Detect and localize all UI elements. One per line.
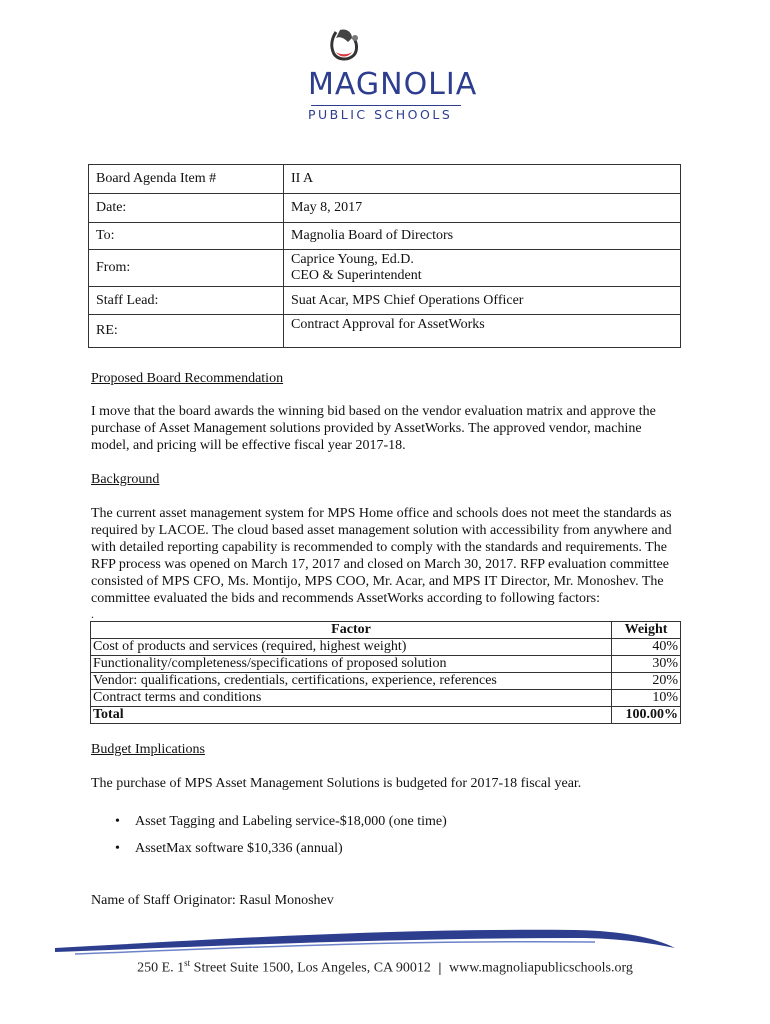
logo-subtitle: PUBLIC SCHOOLS <box>308 107 453 122</box>
website-link[interactable]: www.magnoliapublicschools.org <box>448 960 633 976</box>
date-label: Date: <box>89 194 284 223</box>
from-label: From: <box>89 250 284 287</box>
background-text: The current asset management system for MPS Home office and schools does not meet the standards as required by LACOE. The cloud based asset management solution with accessibility from anywhere and with detailed reporting capability is recommended to comply with the standards and requirements. The RFP process was opened on March 17, 2017 and closed on March 30, 2017. RFP evaluation committee consisted of MPS CFO, Ms. Montijo, MPS COO, Mr. Acar, and MPS IT Director, Mr. Monoshev. The committee evaluated the bids and recommends AssetWorks according to following factors: <box>91 506 672 606</box>
address-rest: Street Suite 1500, Los Angeles, CA 90012 <box>190 960 431 976</box>
weight-cell: 30% <box>612 656 681 673</box>
recommendation-text: I move that the board awards the winning bid based on the vendor evaluation matrix and approve the purchase of Asset Management solutions provided by AssetWorks. The approved vendor, machine model, and pricing will be effective fiscal year 2017-18. <box>91 404 656 453</box>
from-name: Caprice Young, Ed.D. <box>291 252 414 267</box>
table-row <box>89 223 681 250</box>
recommendation-heading: Proposed Board Recommendation <box>91 371 284 386</box>
factor-column-header: Factor <box>91 622 612 639</box>
footer-address <box>0 958 770 977</box>
budget-heading: Budget Implications <box>91 742 205 757</box>
weight-column-header: Weight <box>612 622 681 639</box>
table-row <box>91 673 681 690</box>
bullet-text: Asset Tagging and Labeling service-$18,000 (one time) <box>135 814 447 829</box>
total-label: Total <box>91 707 612 724</box>
staff-lead-value: Suat Acar, MPS Chief Operations Officer <box>284 287 681 315</box>
budget-text: The purchase of MPS Asset Management Solutions is budgeted for 2017-18 fiscal year. <box>91 776 582 791</box>
agenda-info-table <box>88 164 681 348</box>
bullet-icon: • <box>115 814 120 829</box>
weight-cell: 10% <box>612 690 681 707</box>
budget-list <box>91 813 447 867</box>
agenda-item-label: Board Agenda Item # <box>89 165 284 194</box>
logo-divider <box>311 105 461 106</box>
magnolia-flask-icon <box>322 28 364 72</box>
table-row <box>91 690 681 707</box>
evaluation-factors-table <box>90 621 681 724</box>
logo-name: MAGNOLIA <box>308 67 478 102</box>
school-logo <box>270 28 500 128</box>
from-title: CEO & Superintendent <box>291 268 422 283</box>
bullet-icon: • <box>115 841 120 856</box>
table-header-row <box>91 622 681 639</box>
table-row <box>91 656 681 673</box>
agenda-item-value: II A <box>284 165 681 194</box>
total-value: 100.00% <box>612 707 681 724</box>
date-value: May 8, 2017 <box>284 194 681 223</box>
factor-cell: Vendor: qualifications, credentials, certifications, experience, references <box>91 673 612 690</box>
table-row <box>89 165 681 194</box>
stray-mark: . <box>91 607 94 621</box>
list-item <box>91 840 447 867</box>
bullet-text: AssetMax software $10,336 (annual) <box>135 841 343 856</box>
total-row <box>91 707 681 724</box>
table-row <box>89 194 681 223</box>
table-row <box>89 250 681 287</box>
table-row <box>89 287 681 315</box>
address-start: 250 E. 1 <box>137 960 185 976</box>
re-value: Contract Approval for AssetWorks <box>284 315 681 348</box>
table-row <box>89 315 681 348</box>
factor-cell: Contract terms and conditions <box>91 690 612 707</box>
weight-cell: 20% <box>612 673 681 690</box>
table-row <box>91 639 681 656</box>
staff-originator: Name of Staff Originator: Rasul Monoshev <box>91 893 334 908</box>
factor-cell: Cost of products and services (required, highest weight) <box>91 639 612 656</box>
factor-cell: Functionality/completeness/specifications of proposed solution <box>91 656 612 673</box>
staff-lead-label: Staff Lead: <box>89 287 284 315</box>
to-value: Magnolia Board of Directors <box>284 223 681 250</box>
list-item <box>91 813 447 840</box>
weight-cell: 40% <box>612 639 681 656</box>
re-label: RE: <box>89 315 284 348</box>
footer-swoosh-decoration <box>55 918 675 958</box>
footer-separator: | <box>438 960 442 976</box>
address-ordinal: st <box>184 958 191 968</box>
to-label: To: <box>89 223 284 250</box>
background-heading: Background <box>91 472 160 487</box>
from-value <box>284 250 681 287</box>
